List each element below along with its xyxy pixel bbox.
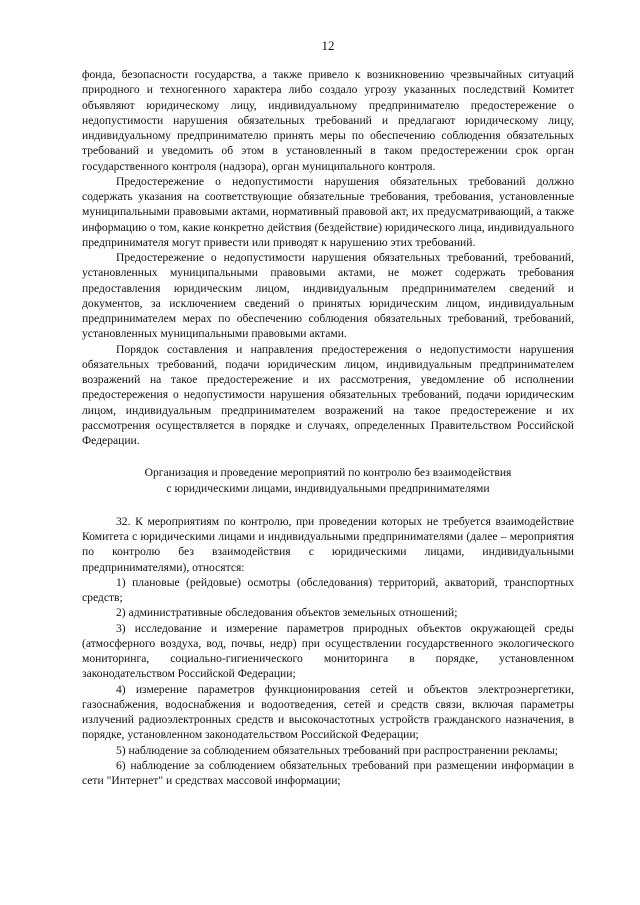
paragraph-warning-procedure: Порядок составления и направления предостережения о недопустимости нарушения обязательных требований, подачи юридическим лицом, индивидуальным предпринимателем возражений на такое предостережение и их рассмотрения, уведомление об исполнении предостережения о недопустимости нарушения обязательных требований, подачи юридическим лицом, индивидуальным предпринимателем возражений на такое предостережение и их рассмотрения осуществляется в порядке и случаях, определенных Правительством Российской Федерации. [82,342,574,447]
section-heading-line-2: с юридическими лицами, индивидуальными предпринимателями [166,481,490,495]
list-item-4: 4) измерение параметров функционирования сетей и объектов электроэнергетики, газоснабжения, водоснабжения и водоотведения, сетей и средств связи, включая параметры излучений радиоэлектронных средств и высокочастотных устройств гражданского назначения, в порядке, установленном законодательством Российской Федерации; [82,682,574,742]
list-item-1: 1) плановые (рейдовые) осмотры (обследования) территорий, акваторий, транспортных средств; [82,575,574,604]
section-heading-line-1: Организация и проведение мероприятий по контролю без взаимодействия [144,466,512,480]
paragraph-warning-restrictions: Предостережение о недопустимости нарушения обязательных требований, требований, установленных муниципальными правовыми актами, не может содержать требования предоставления юридическим лицом, индивидуальным предпринимателем сведений и документов, за исключением сведений о принятых юридическим лицом, индивидуальным предпринимателем мерах по обеспечению соблюдения обязательных требований, требований, установленных муниципальными правовыми актами. [82,251,574,341]
list-item-2: 2) административные обследования объектов земельных отношений; [116,606,458,620]
page-number: 12 [321,38,335,53]
document-body [82,67,574,788]
list-item-6: 6) наблюдение за соблюдением обязательных требований при размещении информации в сети "Интернет" и средствах массовой информации; [82,758,574,787]
paragraph-warning-content: Предостережение о недопустимости нарушения обязательных требований должно содержать указания на соответствующие обязательные требования, требования, установленные муниципальными правовыми актами, нормативный правовой акт, их предусматривающий, а также информацию о том, какие конкретно действия (бездействие) юридического лица, индивидуального предпринимателя могут привести или приводят к нарушению этих требований. [82,174,574,249]
list-item-5: 5) наблюдение за соблюдением обязательных требований при распространении рекламы; [116,743,558,757]
list-item-3: 3) исследование и измерение параметров природных объектов окружающей среды (атмосферного воздуха, вод, почвы, недр) при осуществлении государственного экологического мониторинга, социально-гигиенического мониторинга в порядке, установленном законодательством Российской Федерации; [82,621,574,681]
paragraph-continuation: фонда, безопасности государства, а также привело к возникновению чрезвычайных ситуаций природного и техногенного характера либо создало угрозу указанных последствий Комитет объявляют юридическому лицу, индивидуальному предпринимателю предостережение о недопустимости нарушения обязательных требований и предлагают юридическому лицу, индивидуальному предпринимателю принять меры по обеспечению соблюдения обязательных требований и уведомить об этом в установленный в таком предостережении срок орган государственного контроля (надзора), орган муниципального контроля. [82,68,574,173]
paragraph-item-32: 32. К мероприятиям по контролю, при проведении которых не требуется взаимодействие Комитета с юридическими лицами и индивидуальными предпринимателями (далее – мероприятия по контролю без взаимодействия с юридическими лицами, индивидуальными предпринимателями), относятся: [82,514,574,574]
section-heading [82,465,574,496]
